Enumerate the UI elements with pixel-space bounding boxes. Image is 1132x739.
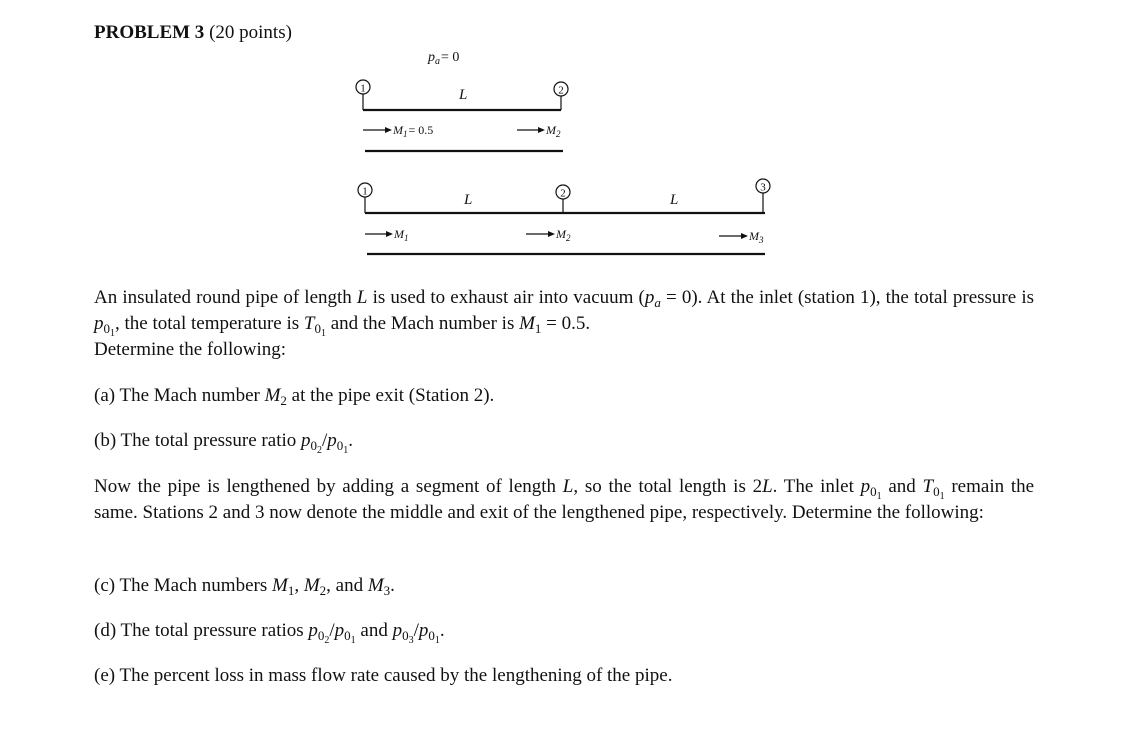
pipe-figure <box>0 0 1132 280</box>
svg-text:3: 3 <box>760 181 766 194</box>
long-mach-1-label: $M_1$ <box>394 227 409 243</box>
long-mach-2-label: $M_2$ <box>556 227 571 243</box>
station-2-number: 2 <box>558 84 564 97</box>
svg-text:1: 1 <box>362 185 368 198</box>
question-a: (a) The Mach number $M_2$ at the pipe exit (Station 2). <box>94 385 495 408</box>
mach-1-label: $M_1= 0.5$ <box>393 123 434 139</box>
problem-points: (20 points) <box>209 22 292 43</box>
pipe-diagram-single <box>356 50 568 151</box>
question-d: (d) The total pressure ratios $p_{0_2}/p_{0_1}$ and $p_{0_3}/p_{0_1}$. <box>94 620 445 646</box>
lengthening-paragraph: Now the pipe is lengthened by adding a segment of length L, so the total length is 2L. The inlet $p_{0_1}$ and $T_{0_1}$ remain the same. Stations 2 and 3 now denote the middle and exit of the lengthened pipe, respectively. Determine the following: <box>94 476 1035 523</box>
question-e: (e) The percent loss in mass flow rate caused by the lengthening of the pipe. <box>94 665 673 686</box>
segment-1-length-label: L <box>464 192 473 208</box>
long-mach-3-label: $M_3$ <box>749 229 764 245</box>
station-1-number: 1 <box>360 82 366 95</box>
pipe-diagram-lengthened <box>358 179 770 254</box>
question-c: (c) The Mach numbers $M_1$, $M_2$, and $M_3$. <box>94 575 395 598</box>
ambient-pressure-label: $p_a= 0$ <box>428 50 460 67</box>
problem-intro: An insulated round pipe of length L is used to exhaust air into vacuum $(p_a = 0)$. At the inlet (station 1), the total pressure is $p_{0_1}$, the total temperature is $T_{0_1}$ and the Mach number is $M_1 = 0.5$. Determine the following: <box>94 287 1034 360</box>
problem-label: PROBLEM 3 <box>94 22 205 43</box>
question-b: (b) The total pressure ratio $p_{0_2}/p_{0_1}$. <box>94 430 354 456</box>
mach-2-label: $M_2$ <box>546 123 561 139</box>
pipe-length-label: L <box>459 87 468 103</box>
svg-text:2: 2 <box>560 187 566 200</box>
segment-2-length-label: L <box>670 192 679 208</box>
